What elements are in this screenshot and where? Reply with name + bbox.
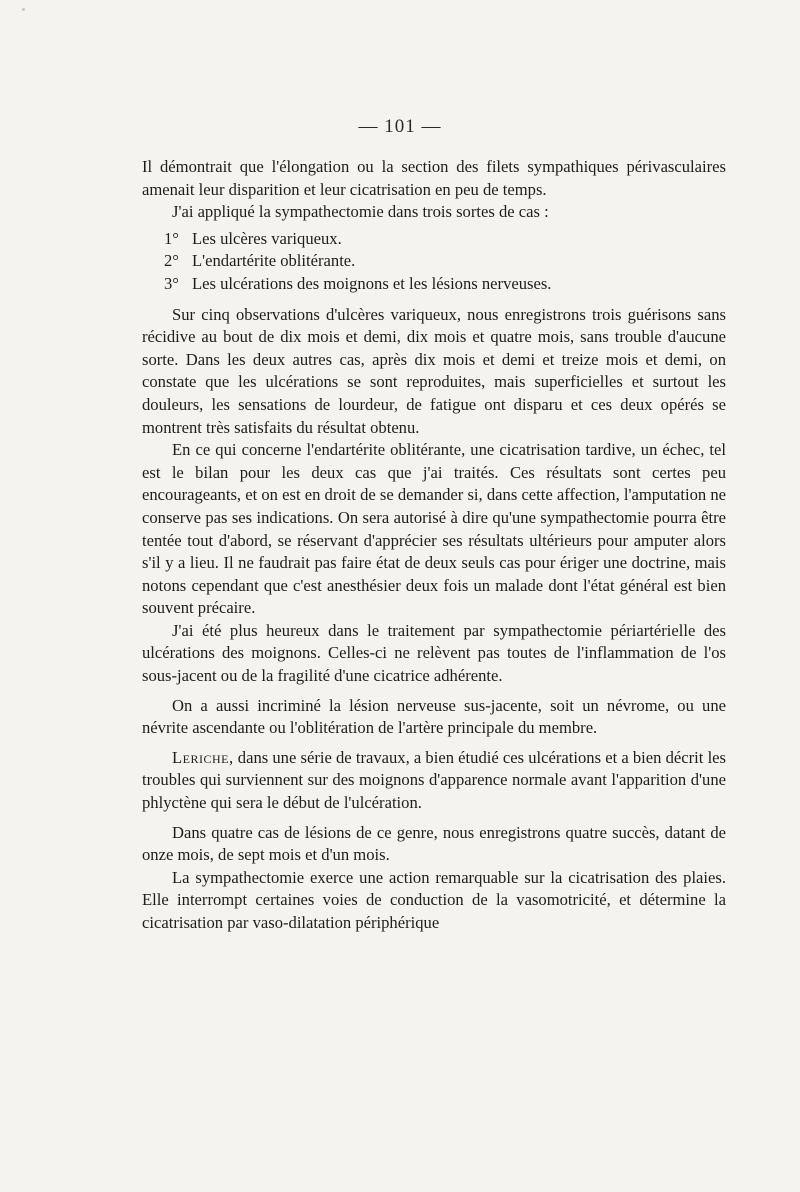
four-cases-paragraph: Dans quatre cas de lésions de ce genre, nous enregistrons quatre succès, datant de onze mois, de sept mois et d'un mois. xyxy=(142,822,726,865)
paper-speck xyxy=(22,8,25,11)
case-item xyxy=(142,250,726,273)
case-number: 2° xyxy=(164,251,179,271)
case-text: Les ulcères variqueux. xyxy=(192,228,342,248)
leriche-paragraph xyxy=(142,747,726,815)
case-text: Les ulcérations des moignons et les lésions nerveuses. xyxy=(192,273,552,293)
case-item xyxy=(142,273,726,296)
author-name: Leriche, xyxy=(172,747,234,767)
nerve-lesion-paragraph: On a aussi incriminé la lésion nerveuse sus-jacente, soit un névrome, ou une névrite ascendante ou l'oblitération de l'artère principale du membre. xyxy=(142,695,726,738)
stump-ulcerations-paragraph: J'ai été plus heureux dans le traitement par sympathectomie périartérielle des ulcérations des moignons. Celles-ci ne relèvent pas toutes de l'inflammation de l'os sous-jacent ou de la fragilité d'une cicatrice adhérente. xyxy=(142,620,726,686)
sympathectomy-action-paragraph: La sympathectomie exerce une action remarquable sur la cicatrisation des plaies. Elle interrompt certaines voies de conduction de la vasomotricité, et détermine la cicatrisation par vaso-dilatation périphérique xyxy=(142,867,726,932)
varicose-ulcers-paragraph: Sur cinq observations d'ulcères variqueux, nous enregistrons trois guérisons sans récidive au bout de dix mois et demi, dix mois et quatre mois, sans trouble d'aucune sorte. Dans les deux autres cas, après dix mois et demi et treize mois et demi, on constate que les ulcérations se sont reproduites, mais superficielles et surtout les douleurs, les sensations de lourdeur, de fatigue ont disparu et ces deux opérés se montrent très satisfaits du résultat obtenu. xyxy=(142,304,726,437)
case-text: L'endartérite oblitérante. xyxy=(192,251,356,271)
intro-paragraph: Il démontrait que l'élongation ou la section des filets sympathiques périvasculaires amenait leur disparition et leur cicatrisation en peu de temps. xyxy=(142,157,726,199)
endarteritis-paragraph: En ce qui concerne l'endartérite oblitérante, une cicatrisation tardive, un échec, tel est le bilan pour les deux cas que j'ai traités. Ces résultats sont certes peu encourageants, et on est en droit de se demander si, dans cette affection, l'amputation ne conserve pas ses indications. On sera autorisé à dire qu'une sympathectomie pourra être tentée tout d'abord, se réservant d'apprécier ses résultats ultérieurs pour amputer alors s'il y a lieu. Il ne faudrait pas faire état de deux seuls cas pour ériger une doctrine, mais notons cependant que c'est anesthésier deux fois un malade dont l'état général est bien souvent précaire. xyxy=(142,440,726,618)
case-number: 3° xyxy=(164,273,179,293)
case-item xyxy=(142,228,726,251)
page-number: — 101 — xyxy=(358,116,442,137)
cases-list xyxy=(142,228,726,296)
page-body xyxy=(142,156,726,935)
applied-cases-paragraph: J'ai appliqué la sympathectomie dans trois sortes de cas : xyxy=(172,202,549,222)
case-number: 1° xyxy=(164,228,179,248)
leriche-text: dans une série de travaux, a bien étudié ces ulcérations et a bien décrit les troubles qui surviennent sur des moignons d'apparence normale avant l'apparition d'une phlyctène qui sera le début de l'ulcération. xyxy=(142,747,726,813)
